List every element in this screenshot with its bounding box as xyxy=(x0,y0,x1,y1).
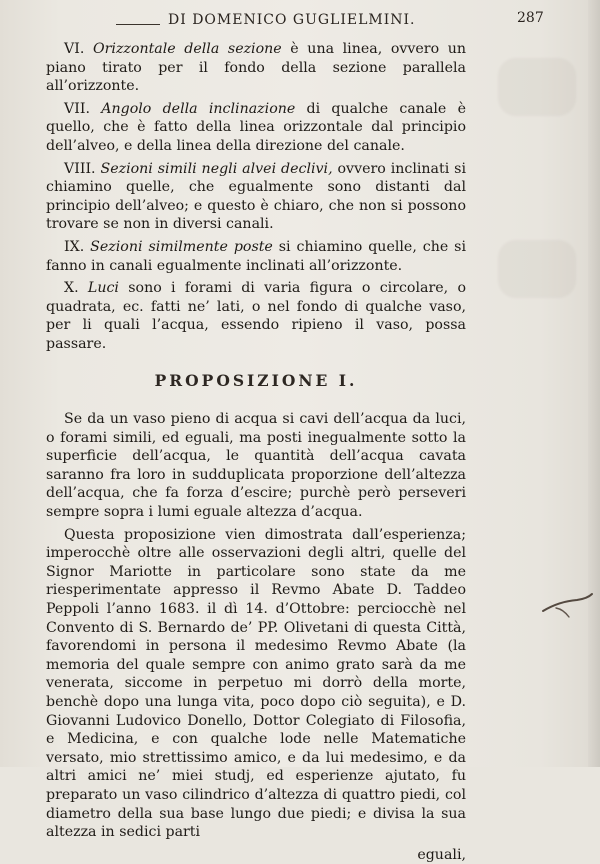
paper-edge-shadow xyxy=(588,0,600,767)
definition-term: Sezioni simili negli alvei declivi, xyxy=(100,160,333,177)
definition-x xyxy=(46,279,466,353)
definition-term: Luci xyxy=(87,280,119,297)
header-rule xyxy=(116,24,160,25)
ink-mark-icon xyxy=(541,591,593,619)
definition-number: VIII. xyxy=(64,160,96,177)
paper-bleed-through xyxy=(498,240,576,298)
definition-number: IX. xyxy=(64,238,85,255)
paper-bleed-through xyxy=(498,58,576,116)
definition-text: di qualche canale è quello, che è fatto della linea orizzontale dal principio dell’alveo, e della linea della direzione del canale. xyxy=(46,100,466,154)
page-header xyxy=(0,12,600,38)
proposition-final-line: eguali, xyxy=(417,846,466,863)
proposition-statement: Se da un vaso pieno di acqua si cavi dell’acqua da luci, o forami simili, ed eguali, ma posti inegualmente sotto la superficie dell’acqua, le quantità dell’acqua cavata saranno fra loro in sudduplicata proporzione dell’altezza dell’acqua, che fa forza d’escire; purchè però perseveri sempre sopra i lumi eguale altezza d’acqua. xyxy=(46,411,466,521)
definition-number: VI. xyxy=(64,41,85,57)
definition-term: Orizzontale della sezione xyxy=(93,41,282,57)
definition-number: VII. xyxy=(64,100,90,117)
definition-term: Angolo della inclinazione xyxy=(101,100,296,117)
page-body xyxy=(46,40,466,864)
definition-text: ovvero inclinati si chiamino quelle, che egualmente sono distanti dal principio dell’alveo; e questo è chiaro, che non si possono trovare se non in diversi canali. xyxy=(46,160,466,233)
running-head: DI DOMENICO GUGLIELMINI. xyxy=(168,12,416,28)
definition-vi xyxy=(46,40,466,96)
definition-term: Sezioni similmente poste xyxy=(90,238,273,255)
page-number: 287 xyxy=(517,10,544,26)
definition-text: è una linea, ovvero un piano tirato per il fondo della sezione parallela all’orizzonte. xyxy=(46,41,467,95)
definition-viii xyxy=(46,160,466,234)
definition-number: X. xyxy=(64,280,79,297)
definition-text: sono i forami di varia figura o circolare, o quadrata, ec. fatti ne’ lati, o nel fondo di qualche vaso, per li quali l’acqua, essendo ripieno il vaso, possa passare. xyxy=(46,280,466,352)
definition-text: si chiamino quelle, che si fanno in canali egualmente inclinati all’orizzonte. xyxy=(46,238,467,274)
proposition-title: PROPOSIZIONE I. xyxy=(154,370,358,390)
proposition-discussion: Questa proposizione vien dimostrata dall’esperienza; imperocchè oltre alle osservazioni degli altri, quelle del Signor Mariotte in particolare sono state da me riesperimentate appresso il Revmo Abate D. Taddeo Peppoli l’anno 1683. il dì 14. d’Ottobre: perciocchè nel Convento di S. Bernardo de’ PP. Olivetani di questa Città, favorendomi in persona il medesimo Revmo Abate (la memoria del quale sempre con animo grato sarà da me venerata, siccome in perpetuo mi dorrò della morte, benchè dopo una lunga vita, poco dopo ciò seguita), e D. Giovanni Ludovico Donello, Dottor Colegiato di Filosofia, e Medicina, e con qualche lode nelle Matematiche versato, mio strettissimo amico, e da lui medesimo, e da altri amici ne’ miei studj, ed esperienze ajutato, fu preparato un vaso cilindrico d’altezza di quattro piedi, col diametro della sua base lungo due piedi; e divisa la sua altezza in sedici parti xyxy=(46,526,466,841)
definition-vii xyxy=(46,100,466,156)
definition-ix xyxy=(46,238,466,275)
